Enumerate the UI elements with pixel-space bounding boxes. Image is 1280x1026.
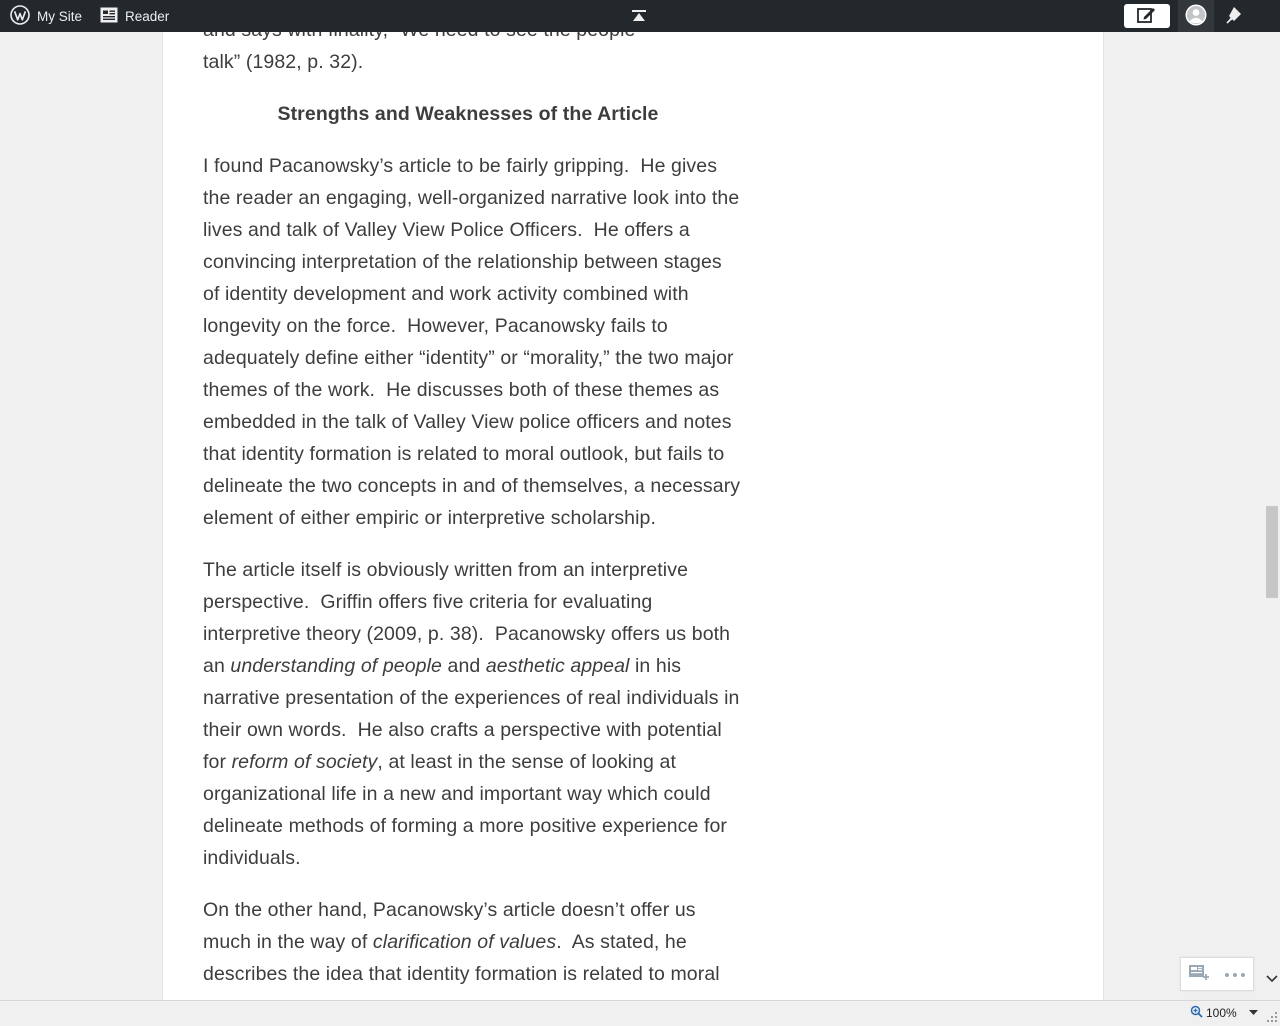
write-post-icon: [1137, 6, 1157, 27]
paragraph-interpretive: The article itself is obviously written from an interpretive perspective. Griffin offers five criteria for evaluating interpretive theory (2009, p. 38). Pacanowsky offers us both an understanding of people and aesthetic appeal in his narrative presentation of the experiences of real individuals in their own words. He also crafts a perspective with potential for reform of society, at least in the sense of looking at organizational life in a new and important way which could delineate methods of forming a more positive experience for individuals.: [203, 559, 740, 869]
dropdown-arrow-icon[interactable]: [1247, 1005, 1259, 1021]
article-body: [203, 14, 743, 1000]
reader-icon: [100, 7, 118, 26]
paragraph-other-hand: On the other hand, Pacanowsky’s article doesn’t offer us much in the way of clarification of values. As stated, he describes the idea that identity formation is related to moral: [203, 899, 720, 985]
zoom-value: 100%: [1206, 1006, 1237, 1020]
blog-page: [162, 0, 1104, 1000]
wordpress-logo-icon: [10, 5, 30, 28]
add-post-icon[interactable]: [1188, 963, 1210, 986]
more-options-icon[interactable]: [1224, 965, 1246, 983]
admin-bar: [0, 0, 1280, 32]
floating-toolbar: [1180, 957, 1254, 991]
write-post-button[interactable]: [1124, 4, 1170, 28]
quote-citation: talk” (1982, p. 32).: [203, 51, 364, 73]
notifications-bell-icon: [1224, 5, 1244, 28]
paragraph-strengths: I found Pacanowsky’s article to be fairly gripping. He gives the reader an engaging, well-organized narrative look into the lives and talk of Valley View Police Officers. He offers a convincing interpretation of the relationship between stages of identity development and work activity combined with longevity on the force. However, Pacanowsky fails to adequately define either “identity” or “morality,” the two major themes of the work. He discusses both of these themes as embedded in the talk of Valley View police officers and notes that identity formation is related to moral outlook, but fails to delineate the two concepts in and of themselves, a necessary element of either empiric or interpretive scholarship.: [203, 155, 741, 529]
resize-grip-icon[interactable]: [1266, 1009, 1278, 1023]
emphasis-clarification: clarification of values: [372, 931, 557, 953]
my-site-label: My Site: [37, 8, 83, 24]
collapse-up-icon[interactable]: [630, 0, 648, 32]
emphasis-understanding: understanding of people: [230, 655, 442, 677]
scrollbar-thumb[interactable]: [1266, 506, 1278, 598]
reader-button[interactable]: [100, 0, 169, 32]
emphasis-aesthetic: aesthetic appeal: [485, 655, 630, 677]
zoom-control[interactable]: [1190, 1004, 1237, 1022]
zoom-icon: [1190, 1005, 1203, 1021]
notifications-button[interactable]: [1218, 0, 1250, 32]
vertical-scrollbar[interactable]: [1264, 32, 1280, 1000]
section-heading: Strengths and Weaknesses of the Article: [277, 103, 659, 125]
reader-label: Reader: [125, 8, 170, 24]
scroll-down-arrow-icon[interactable]: [1264, 970, 1280, 988]
user-avatar-button[interactable]: [1178, 0, 1214, 32]
user-avatar-icon: [1185, 4, 1207, 29]
my-site-button[interactable]: [10, 0, 82, 32]
emphasis-reform: reform of society: [231, 751, 378, 773]
status-bar: [0, 1000, 1280, 1025]
